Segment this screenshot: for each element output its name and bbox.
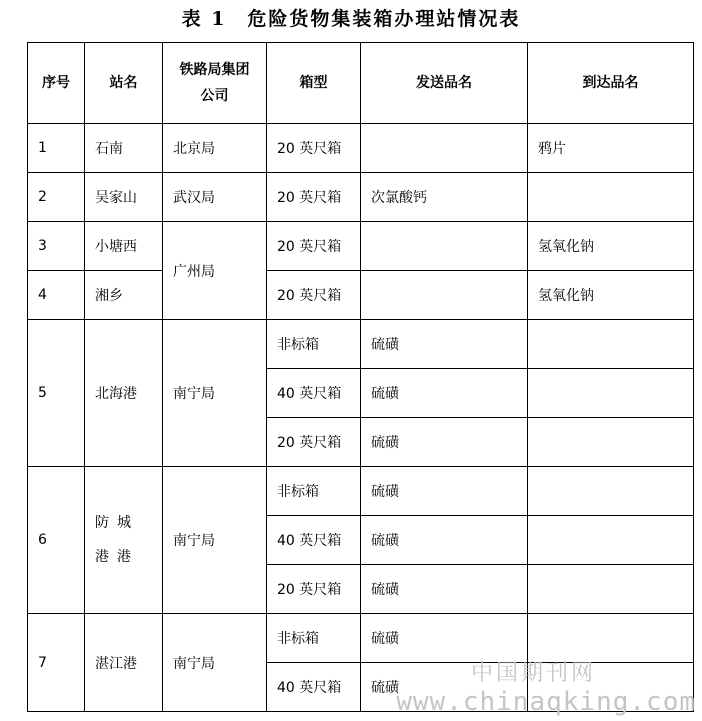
cell-send: [361, 124, 528, 173]
cell-station: 小塘西: [85, 222, 163, 271]
table-row: [28, 320, 694, 369]
cell-station: 北海港: [85, 320, 163, 467]
header-bureau: [163, 43, 267, 124]
cell-bureau: 南宁局: [163, 320, 267, 467]
cell-arrive: [528, 173, 694, 222]
cell-box: 20 英尺箱: [267, 565, 361, 614]
cell-station-text: 防城港港: [95, 515, 139, 565]
cell-bureau: 南宁局: [163, 467, 267, 614]
watermark-cn: 中国期刊网: [470, 661, 596, 686]
table-title: 表 1 危险货物集装箱办理站情况表: [181, 8, 521, 30]
cell-bureau: 武汉局: [163, 173, 267, 222]
table-row: [28, 271, 694, 320]
hazmat-station-table: [27, 42, 694, 712]
header-arrive: 到达品名: [528, 43, 694, 124]
cell-bureau: 北京局: [163, 124, 267, 173]
cell-box: 非标箱: [267, 467, 361, 516]
cell-box: 40 英尺箱: [267, 663, 361, 712]
cell-bureau: 广州局: [163, 222, 267, 320]
cell-arrive: [528, 516, 694, 565]
cell-arrive: [528, 467, 694, 516]
cell-no: 4: [28, 271, 85, 320]
cell-arrive: [528, 565, 694, 614]
watermark-url: www.chinaqking.com: [396, 687, 696, 717]
table-row: [28, 467, 694, 516]
cell-box: 40 英尺箱: [267, 369, 361, 418]
cell-no: 3: [28, 222, 85, 271]
cell-station: 吴家山: [85, 173, 163, 222]
cell-box: 非标箱: [267, 320, 361, 369]
header-no: 序号: [28, 43, 85, 124]
cell-box: 40 英尺箱: [267, 516, 361, 565]
cell-send: 硫磺: [361, 467, 528, 516]
cell-send: 次氯酸钙: [361, 173, 528, 222]
cell-box: 非标箱: [267, 614, 361, 663]
cell-send: 硫磺: [361, 614, 528, 663]
cell-no: 2: [28, 173, 85, 222]
cell-bureau: 南宁局: [163, 614, 267, 712]
cell-send: 硫磺: [361, 369, 528, 418]
header-bureau-line1: 铁路局集团: [179, 62, 250, 78]
table-row: [28, 614, 694, 663]
cell-send: 硫磺: [361, 320, 528, 369]
cell-send: [361, 222, 528, 271]
header-row: [28, 43, 694, 124]
cell-box: 20 英尺箱: [267, 418, 361, 467]
cell-box: 20 英尺箱: [267, 124, 361, 173]
header-box: 箱型: [267, 43, 361, 124]
cell-arrive: 鸦片: [528, 124, 694, 173]
cell-arrive: 氢氧化钠: [528, 271, 694, 320]
cell-arrive: [528, 320, 694, 369]
cell-station: [85, 467, 163, 614]
cell-arrive: [528, 418, 694, 467]
table-row: [28, 124, 694, 173]
header-bureau-line2: 公司: [200, 88, 229, 104]
table-row: [28, 222, 694, 271]
cell-send: 硫磺: [361, 418, 528, 467]
header-station: 站名: [85, 43, 163, 124]
cell-send: 硫磺: [361, 516, 528, 565]
cell-arrive: 氢氧化钠: [528, 222, 694, 271]
header-send: 发送品名: [361, 43, 528, 124]
cell-box: 20 英尺箱: [267, 173, 361, 222]
cell-no: 7: [28, 614, 85, 712]
cell-station: 湛江港: [85, 614, 163, 712]
table-row: [28, 173, 694, 222]
cell-box: 20 英尺箱: [267, 222, 361, 271]
cell-arrive: [528, 663, 694, 712]
cell-arrive: [528, 614, 694, 663]
cell-no: 6: [28, 467, 85, 614]
cell-station: 湘乡: [85, 271, 163, 320]
cell-send: 硫磺: [361, 663, 528, 712]
cell-box: 20 英尺箱: [267, 271, 361, 320]
cell-arrive: [528, 369, 694, 418]
cell-no: 5: [28, 320, 85, 467]
cell-station: 石南: [85, 124, 163, 173]
cell-send: 硫磺: [361, 565, 528, 614]
cell-send: [361, 271, 528, 320]
cell-no: 1: [28, 124, 85, 173]
